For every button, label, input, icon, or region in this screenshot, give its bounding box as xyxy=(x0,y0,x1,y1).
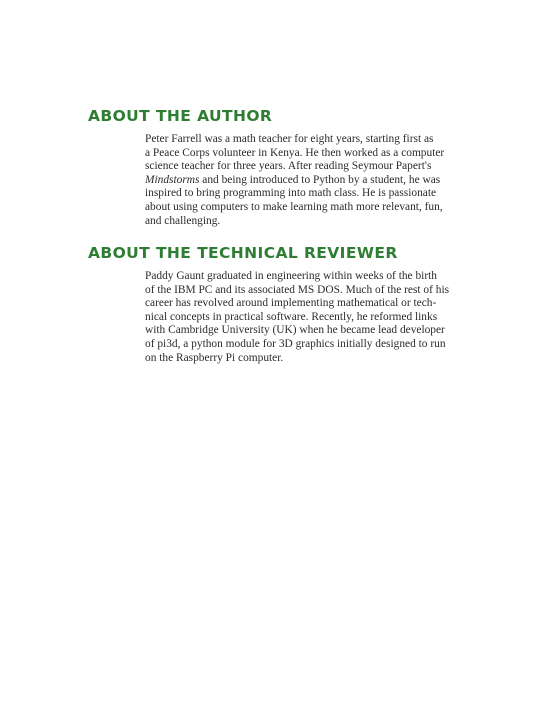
paragraph-line: on the Raspberry Pi computer. xyxy=(145,351,284,364)
book-title-mindstorms: Mindstorms xyxy=(145,173,200,186)
paragraph-line xyxy=(145,174,475,188)
about-reviewer-heading: ABOUT THE TECHNICAL REVIEWER xyxy=(88,244,398,262)
about-author-heading: ABOUT THE AUTHOR xyxy=(88,107,273,125)
paragraph-line: Paddy Gaunt graduated in engineering within weeks of the birth xyxy=(145,270,437,282)
paragraph-line: of the IBM PC and its associated MS DOS. Much of the rest of his xyxy=(145,283,450,296)
paragraph-line: a Peace Corps volunteer in Kenya. He then worked as a computer xyxy=(145,146,445,159)
paragraph-line: career has revolved around implementing mathematical or tech- xyxy=(145,297,437,310)
paragraph-line: and challenging. xyxy=(145,214,221,227)
paragraph-line: science teacher for three years. After reading Seymour Papert's xyxy=(145,160,432,173)
about-reviewer-paragraph xyxy=(145,270,475,365)
paragraph-line: inspired to bring programming into math class. He is passionate xyxy=(145,187,437,200)
paragraph-line: with Cambridge University (UK) when he became lead developer xyxy=(145,324,445,337)
paragraph-line-rest: and being introduced to Python by a student, he was xyxy=(199,173,441,186)
paragraph-line: Peter Farrell was a math teacher for eight years, starting first as xyxy=(145,133,434,145)
paragraph-line: of pi3d, a python module for 3D graphics initially designed to run xyxy=(145,337,446,350)
about-author-paragraph xyxy=(145,133,475,228)
paragraph-line: about using computers to make learning math more relevant, fun, xyxy=(145,200,443,213)
paragraph-line: nical concepts in practical software. Recently, he reformed links xyxy=(145,310,438,323)
